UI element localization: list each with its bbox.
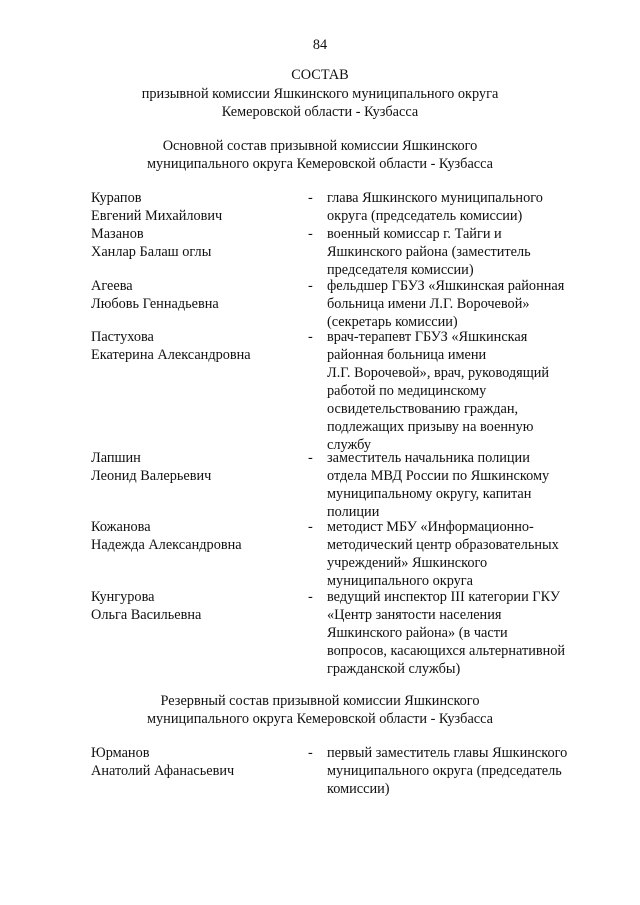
- member-role: [327, 449, 589, 521]
- member-name: [91, 328, 301, 364]
- document-subtitle-line-2: Кемеровской области - Кузбасса: [221, 104, 419, 120]
- member-name: [91, 277, 301, 313]
- member-name: [91, 449, 301, 485]
- member-given-name: Леонид Валерьевич: [91, 468, 212, 484]
- role-line: председателя комиссии): [327, 262, 474, 278]
- member-given-name: Евгений Михайлович: [91, 208, 223, 224]
- member-role: [327, 189, 589, 225]
- role-line: вопросов, касающихся альтернативной: [327, 643, 566, 659]
- reserve-section-heading-line-1: Резервный состав призывной комиссии Яшкинского: [160, 693, 480, 709]
- page-number: 84: [312, 37, 328, 53]
- role-line: (секретарь комиссии): [327, 314, 458, 330]
- separator-dash: -: [308, 745, 313, 761]
- member-name: [91, 744, 301, 780]
- role-line: глава Яшкинского муниципального: [327, 190, 543, 206]
- role-line: методический центр образовательных: [327, 537, 559, 553]
- member-surname: Лапшин: [91, 450, 141, 466]
- role-line: гражданской службы): [327, 661, 461, 677]
- separator-dash: -: [308, 589, 313, 605]
- role-line: полиции: [327, 504, 380, 520]
- member-given-name: Анатолий Афанасьевич: [91, 763, 235, 779]
- role-line: фельдшер ГБУЗ «Яшкинская районная: [327, 278, 565, 294]
- member-surname: Кунгурова: [91, 589, 155, 605]
- member-role: [327, 225, 589, 279]
- role-line: комиссии): [327, 781, 390, 797]
- member-surname: Курапов: [91, 190, 142, 206]
- role-line: ведущий инспектор III категории ГКУ: [327, 589, 560, 605]
- document-title: СОСТАВ: [291, 67, 349, 83]
- member-surname: Агеева: [91, 278, 133, 294]
- member-given-name: Ольга Васильевна: [91, 607, 202, 623]
- role-line: службу: [327, 437, 372, 453]
- member-given-name: Ханлар Балаш оглы: [91, 244, 212, 260]
- separator-dash: -: [308, 519, 313, 535]
- role-line: врач-терапевт ГБУЗ «Яшкинская: [327, 329, 528, 345]
- role-line: «Центр занятости населения: [327, 607, 502, 623]
- role-line: подлежащих призыву на военную: [327, 419, 534, 435]
- role-line: учреждений» Яшкинского: [327, 555, 488, 571]
- reserve-section-heading-line-2: муниципального округа Кемеровской области - Кузбасса: [146, 711, 493, 727]
- role-line: муниципальному округу, капитан: [327, 486, 532, 502]
- role-line: округа (председатель комиссии): [327, 208, 523, 224]
- member-surname: Пастухова: [91, 329, 154, 345]
- role-line: районная больница имени: [327, 347, 487, 363]
- member-surname: Кожанова: [91, 519, 151, 535]
- member-role: [327, 277, 589, 331]
- member-surname: Юрманов: [91, 745, 150, 761]
- role-line: Яшкинского района» (в части: [327, 625, 508, 641]
- separator-dash: -: [308, 226, 313, 242]
- role-line: отдела МВД России по Яшкинскому: [327, 468, 550, 484]
- role-line: Яшкинского района (заместитель: [327, 244, 531, 260]
- main-section-heading-line-1: Основной состав призывной комиссии Яшкинского: [162, 138, 478, 154]
- role-line: первый заместитель главы Яшкинского: [327, 745, 568, 761]
- role-line: Л.Г. Ворочевой», врач, руководящий: [327, 365, 550, 381]
- member-role: [327, 588, 589, 678]
- separator-dash: -: [308, 450, 313, 466]
- role-line: методист МБУ «Информационно-: [327, 519, 534, 535]
- role-line: освидетельствованию граждан,: [327, 401, 519, 417]
- role-line: муниципального округа: [327, 573, 474, 589]
- member-name: [91, 518, 301, 554]
- member-name: [91, 588, 301, 624]
- member-name: [91, 225, 301, 261]
- separator-dash: -: [308, 190, 313, 206]
- role-line: заместитель начальника полиции: [327, 450, 530, 466]
- member-name: [91, 189, 301, 225]
- role-line: военный комиссар г. Тайги и: [327, 226, 502, 242]
- role-line: работой по медицинскому: [327, 383, 487, 399]
- member-surname: Мазанов: [91, 226, 144, 242]
- member-role: [327, 518, 589, 590]
- member-role: [327, 328, 589, 454]
- member-given-name: Екатерина Александровна: [91, 347, 251, 363]
- separator-dash: -: [308, 329, 313, 345]
- main-section-heading-line-2: муниципального округа Кемеровской области - Кузбасса: [146, 156, 493, 172]
- member-given-name: Любовь Геннадьевна: [91, 296, 219, 312]
- role-line: больница имени Л.Г. Ворочевой»: [327, 296, 530, 312]
- role-line: муниципального округа (председатель: [327, 763, 562, 779]
- document-subtitle-line-1: призывной комиссии Яшкинского муниципального округа: [141, 86, 499, 102]
- member-given-name: Надежда Александровна: [91, 537, 242, 553]
- member-role: [327, 744, 589, 798]
- separator-dash: -: [308, 278, 313, 294]
